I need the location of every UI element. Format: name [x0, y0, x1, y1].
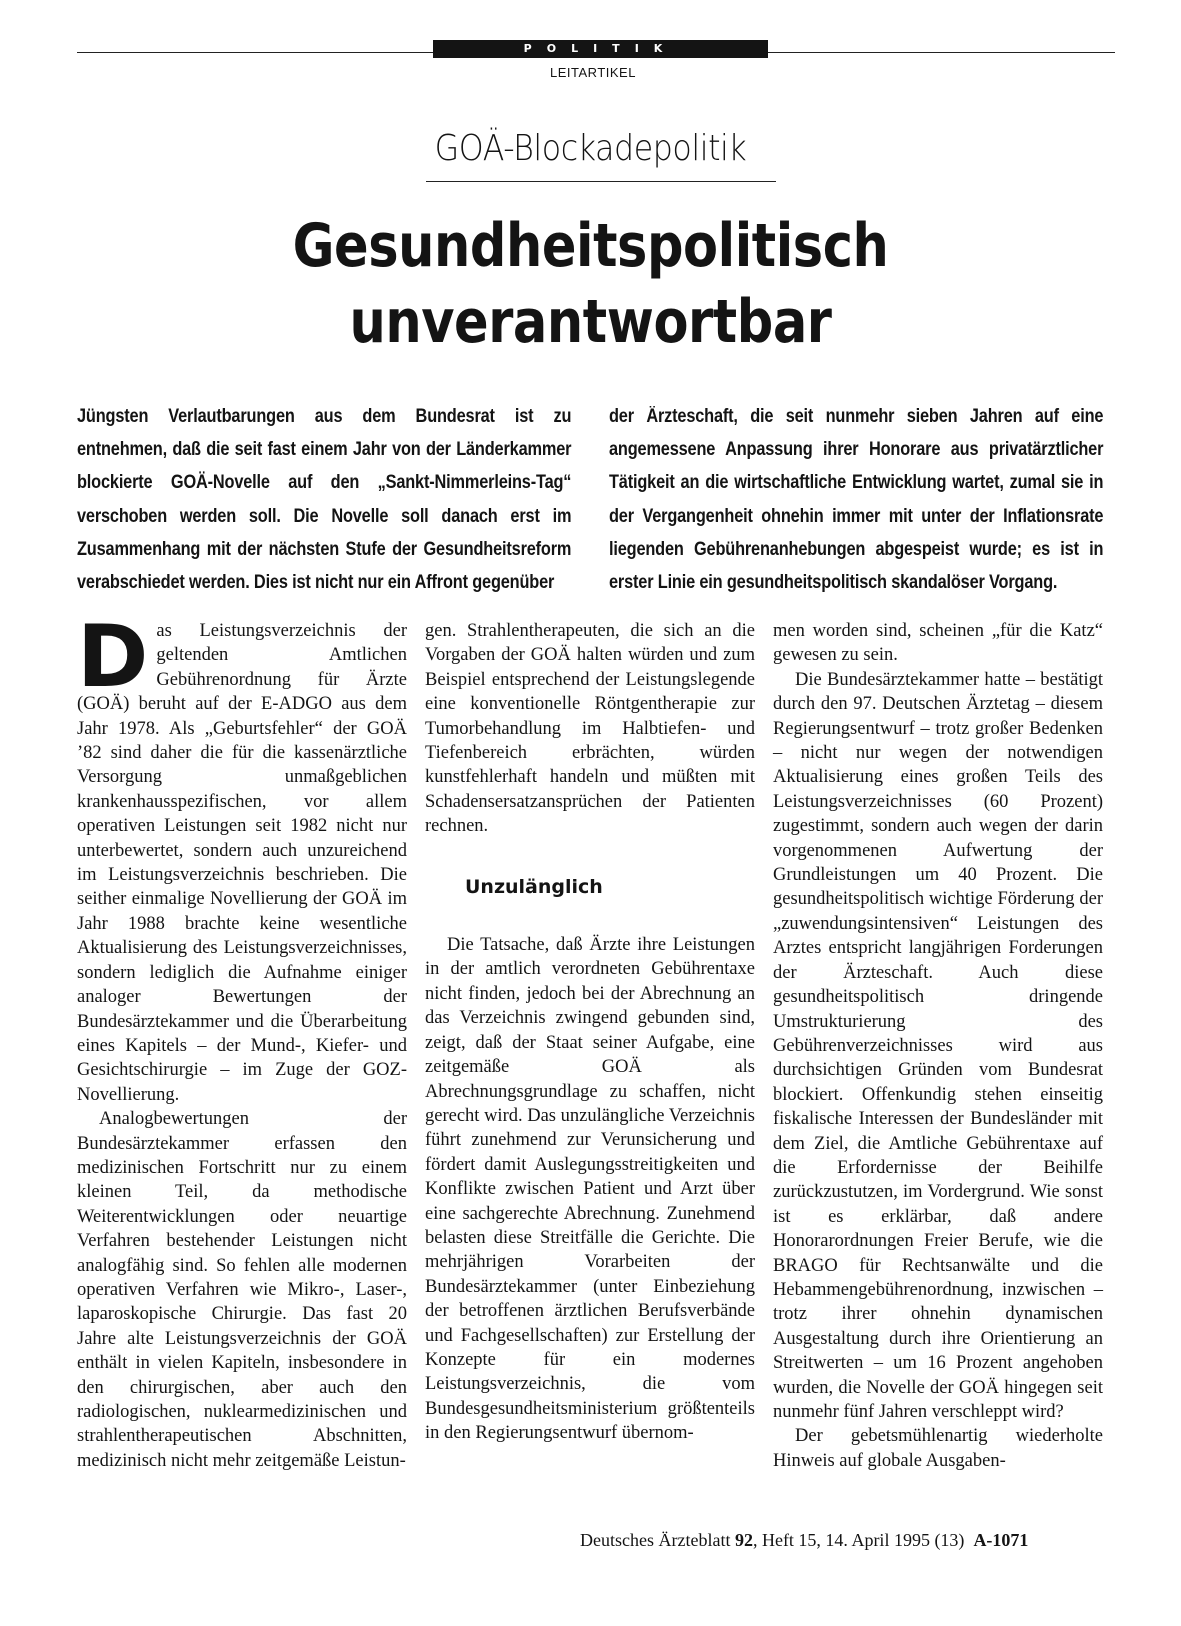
- body-paragraph: as Leistungsverzeichnis der geltenden Amtlichen Gebührenordnung für Ärzte (GOÄ) beruht auf der E-ADGO aus dem Jahr 1978. Als „Geburtsfehler“ der GOÄ ’82 sind daher die für die kassenärztliche Versorgung unmaßgeblichen krankenhausspezifischen, vor allem operativen Leistungen seit 1982 nicht nur unterbewertet, sondern auch unzureichend im Leistungsverzeichnis beschrieben. Die seither einmalige Novellierung der GOÄ im Jahr 1988 brachte keine wesentliche Aktualisierung des Leistungsverzeichnisses, sondern lediglich die Aufnahme einiger analoger Bewertungen der Bundesärztekammer und die Überarbeitung eines Kapitels – der Mund-, Kiefer- und Gesichtschirurgie – im Zuge der GOZ-Novellierung.: [77, 621, 407, 1105]
- subheading: Unzulänglich: [465, 875, 603, 898]
- page-number: A-1071: [973, 1530, 1029, 1550]
- body-paragraph: gen. Strahlentherapeuten, die sich an die Vorgaben der GOÄ halten würden und zum Beispiel entsprechend der Leistungslegende eine konventionelle Röntgentherapie zur Tumorbehandlung im Halbtiefen- und Tiefenbereich erbrächten, würden kunstfehlerhaft handeln und müßten mit Schadensersatzansprüchen der Patienten rechnen.: [425, 621, 755, 837]
- lead-paragraph: [77, 400, 1104, 599]
- kicker: GOÄ-Blockadepolitik: [434, 128, 747, 169]
- drop-cap: D: [77, 607, 149, 707]
- article-body: [77, 607, 1104, 1473]
- body-paragraph: Die Bundesärztekammer hatte – bestätigt durch den 97. Deutschen Ärztetag – diesem Regierungsentwurf – trotz großer Bedenken – nicht nur wegen der notwendigen Aktualisierung eines großen Teils des Leistungsverzeichnisses (60 Prozent) zugestimmt, sondern auch wegen der darin vorgenommenen Aufwertung der Grundleistungen um 40 Prozent. Die gesundheitspolitisch wichtige Förderung der „zuwendungsintensiven“ Leistungen des Arztes entspricht langjährigen Forderungen der Ärzteschaft. Auch diese gesundheitspolitisch dringende Umstrukturierung des Gebührenverzeichnisses wird aus durchsichtigen Gründen vom Bundesrat blockiert. Offenkundig stehen einseitig fiskalische Interessen der Bundesländer mit dem Ziel, die Amtliche Gebührentaxe auf die Erfordernisse der Beihilfe zurückzustutzen, im Vordergrund. Wie sonst ist es erklärbar, daß andere Honorarordnungen Freier Berufe, wie die BRAGO für Rechtsanwälte und die Hebammengebührenordnung, inzwischen – trotz ihrer ohnehin dynamischen Ausgestaltung durch ihre Orientierung an Streitwerten – um 16 Prozent angehoben wurden, die Novelle der GOÄ hingegen seit nunmehr fünf Jahren verschleppt wird?: [773, 669, 1103, 1422]
- body-column-3: [773, 619, 1103, 1473]
- lead-column-2: der Ärzteschaft, die seit nunmehr sieben Jahren auf eine angemessene Anpassung ihrer Honorare aus privatärztlicher Tätigkeit an die wirtschaftliche Entwicklung wartet, zumal sie in der Vergangenheit ohnehin immer mit unter der Inflationsrate liegenden Gebührenanhebungen abgespeist wurde; es ist in erster Linie ein gesundheitspolitisch skandalöser Vorgang.: [608, 406, 1103, 594]
- volume-number: 92: [734, 1530, 753, 1550]
- headline-line-1: Gesundheitspolitisch: [292, 211, 889, 281]
- body-column-2: [425, 619, 755, 1473]
- section-label: POLITIK: [433, 40, 768, 58]
- headline-line-2: unverantwortbar: [349, 287, 832, 357]
- body-paragraph: Analogbewertungen der Bundesärztekammer erfassen den medizinischen Fortschritt nur zu einem kleinen Teil, da methodische Weiterentwicklungen oder neuartige Verfahren bestehender Leistungen nicht analogfähig sind. So fehlen alle modernen operativen Verfahren wie Mikro-, Laser-, laparoskopische Chirurgie. Das fast 20 Jahre alte Leistungsverzeichnis der GOÄ enthält in vielen Kapiteln, insbesondere in den chirurgischen, aber auch den radiologischen, nuklearmedizinischen und strahlentherapeutischen Abschnitten, medizinisch nicht mehr zeitgemäße Leistun-: [77, 1109, 407, 1471]
- headline: [89, 208, 1093, 360]
- kicker-rule: [426, 181, 776, 182]
- issue-info: , Heft 15, 14. April 1995 (13): [752, 1530, 965, 1550]
- section-sublabel: LEITARTIKEL: [550, 65, 636, 80]
- lead-column-1: Jüngsten Verlautbarungen aus dem Bundesrat ist zu entnehmen, daß die seit fast einem Jahr von der Länderkammer blockierte GOÄ-Novelle auf den „Sankt-Nimmerleins-Tag“ verschoben werden soll. Die Novelle soll danach erst im Zusammenhang mit der nächsten Stufe der Gesundheitsreform verabschiedet werden. Dies ist nicht nur ein Affront gegenüber: [77, 406, 572, 594]
- body-paragraph: Die Tatsache, daß Ärzte ihre Leistungen in der amtlich verordneten Gebührentaxe nicht finden, jedoch bei der Abrechnung an das Verzeichnis zwingend gebunden sind, zeigt, daß der Staat seiner Aufgabe, eine zeitgemäße GOÄ als Abrechnungsgrundlage zu schaffen, nicht gerecht wird. Das unzulängliche Verzeichnis führt zunehmend zur Verunsicherung und fördert damit Auslegungsstreitigkeiten und Konflikte zwischen Patient und Arzt über eine sachgerechte Abrechnung. Zunehmend belasten diese Streitfälle die Gerichte. Die mehrjährigen Vorarbeiten der Bundesärztekammer (unter Einbeziehung der betroffenen ärztlichen Berufsverbände und Fachgesellschaften) zur Erstellung der Konzepte für ein modernes Leistungsverzeichnis, die vom Bundesgesundheitsministerium größtenteils in den Regierungsentwurf übernom-: [425, 935, 755, 1444]
- body-column-1: [77, 607, 407, 1473]
- body-paragraph: men worden sind, scheinen „für die Katz“ gewesen zu sein.: [773, 621, 1103, 666]
- page-footer: [580, 1530, 1028, 1551]
- journal-name: Deutsches Ärzteblatt: [580, 1530, 731, 1550]
- body-paragraph: Der gebetsmühlenartig wiederholte Hinweis auf globale Ausgaben-: [773, 1426, 1103, 1471]
